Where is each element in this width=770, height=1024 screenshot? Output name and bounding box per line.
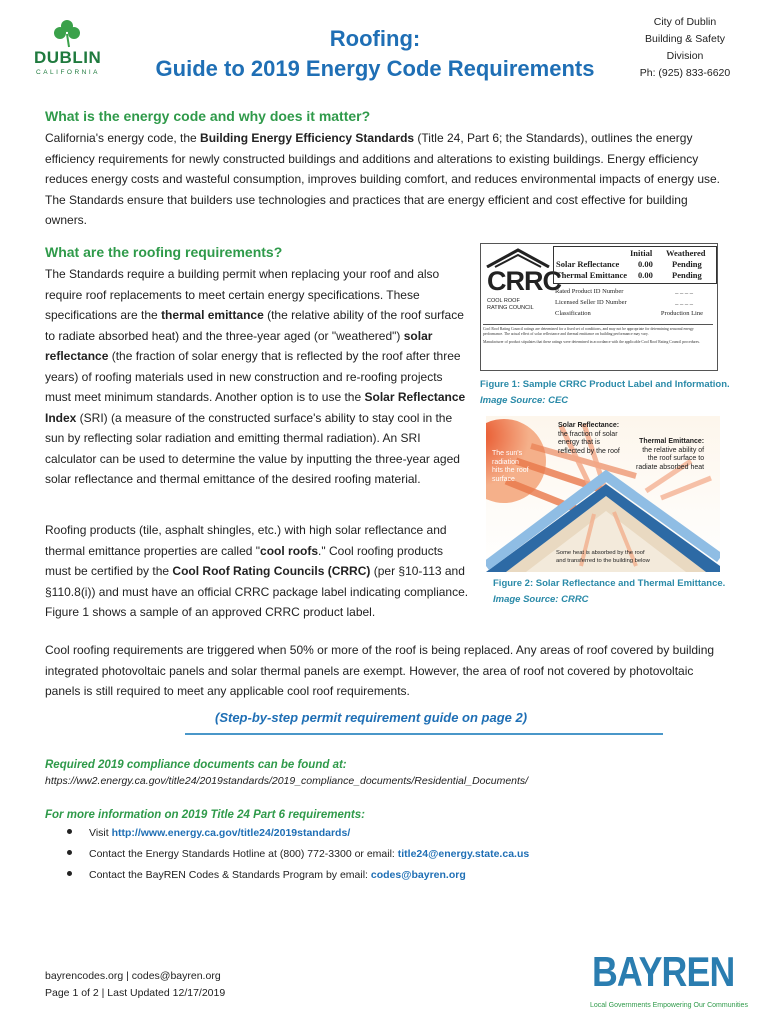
row-value: 0.00 <box>638 270 653 280</box>
field-value: _ _ _ _ <box>675 288 693 295</box>
note-line: reflected by the roof <box>558 447 620 455</box>
figure2-caption <box>493 576 753 608</box>
list-item <box>67 823 529 844</box>
solar-reflectance-diagram <box>486 416 720 572</box>
figure1-caption <box>480 377 750 409</box>
logo-word: DUBLIN <box>34 48 102 67</box>
crrc-logo-text: CRRC <box>487 266 561 296</box>
text: (SRI) (a measure of the constructed surface's ability to stay cool in the sun by reflecting solar radiation and emitting thermal radiation). An SRI calculator can be used to determine the value by inputting the three-year aged solar reflectance and thermal emittance of the desired roofing material. <box>45 410 460 486</box>
sun-note <box>492 450 529 484</box>
text: (the relative ability of the roof surface to radiate absorbed heat) and the three-year aged (or "weathered") <box>45 308 464 343</box>
energy-link[interactable]: http://www.energy.ca.gov/title24/2019standards/ <box>111 827 351 839</box>
text: ." Cool roofing products must be certified by the <box>45 543 444 578</box>
note-line: radiation <box>492 458 519 466</box>
docs-url[interactable]: https://ww2.energy.ca.gov/title24/2019standards/2019_compliance_documents/Residential_Documents/ <box>45 775 529 787</box>
bayren-logo <box>590 944 750 1016</box>
field-value: Production Line <box>660 310 703 317</box>
note-line: the fraction of solar <box>558 430 618 438</box>
list-item <box>67 865 529 886</box>
caption-text: Figure 1: Sample CRRC Product Label and Information. <box>480 379 730 390</box>
section2-paragraph-1 <box>45 264 470 490</box>
fine-print <box>483 324 713 346</box>
bold-text: solar reflectance <box>45 328 433 363</box>
dublin-logo <box>30 18 102 76</box>
logo-state: CALIFORNIA <box>36 69 101 76</box>
note-line: energy that is <box>558 439 601 446</box>
text: California's energy code, the <box>45 131 201 145</box>
text: (Title 24, Part 6; the Standards), outlines the energy efficiency requirements for newly constructed buildings and additions and alterations to existing buildings. Energy efficiency reduces energy costs and wasteful consumption, improves building comfort, and reduces environmental impacts of energy use. The Standards ensure that builders use technologies and practices that are energy efficient and cost effective for building owners. <box>45 131 721 227</box>
bayren-tagline: Local Governments Empowering Our Communities <box>590 1002 748 1009</box>
source-text: Image Source: CEC <box>480 395 569 406</box>
note-line: and transferred to the building below <box>556 557 650 564</box>
solar-reflectance-note <box>558 422 620 456</box>
footer-page-info: Page 1 of 2 | Last Updated 12/17/2019 <box>45 987 226 999</box>
note-line: hits the roof <box>492 467 529 474</box>
note-title: Solar Reflectance: <box>558 422 620 429</box>
footer-contact: bayrencodes.org | codes@bayren.org <box>45 970 221 982</box>
crrc-logo-sub: COOL ROOF <box>487 298 520 304</box>
city-contact <box>620 14 750 82</box>
hotline-email-link[interactable]: title24@energy.state.ca.us <box>397 848 530 860</box>
rating-table <box>553 246 717 284</box>
section1-heading: What is the energy code and why does it matter? <box>45 108 371 124</box>
source-text: Image Source: CRRC <box>493 594 589 605</box>
row-value: 0.00 <box>638 259 653 269</box>
page-title <box>120 24 630 84</box>
field-label: Rated Product ID Number <box>555 288 624 295</box>
section2-paragraph-3: Cool roofing requirements are triggered when 50% or more of the roof is being replaced. Any areas of roof covered by building integrated photovoltaic panels and solar thermal panels are exempt. However, the area of roof not covered by photovoltaic panels is still required to meet any applicable cool roof requirements. <box>45 643 715 698</box>
bold-text: Building Energy Efficiency Standards <box>200 131 415 145</box>
more-info-list <box>67 823 529 886</box>
fine-print-1: Cool Roof Rating Council ratings are determined for a fixed set of conditions, and may not be appropriate for determining seasonal energy performance. The actual effect of solar reflectance and thermal emittance on building performance may vary. <box>483 327 694 337</box>
note-line: Some heat is absorbed by the roof <box>556 550 645 556</box>
city-line: Ph: (925) 833-6620 <box>639 67 731 79</box>
row-value: Pending <box>672 259 702 269</box>
docs-heading: Required 2019 compliance documents can be found at: <box>45 759 347 771</box>
bullet-icon <box>67 829 72 834</box>
step-guide-note: (Step-by-step permit requirement guide on page 2) <box>215 710 528 725</box>
row-label: Thermal Emittance <box>556 270 628 280</box>
list-item <box>67 844 529 865</box>
caption-source <box>493 592 753 608</box>
bold-text: Cool Roof Rating Councils (CRRC) <box>172 564 371 578</box>
heat-note <box>556 550 650 565</box>
caption-source <box>480 393 750 409</box>
note-line: radiate absorbed heat <box>636 463 705 471</box>
city-line: City of Dublin <box>653 16 717 28</box>
fine-print-2: Manufacturer of product stipulates that these ratings were determined in accordance with the applicable Cool Roof Rating Council procedures. <box>483 340 700 345</box>
section1-paragraph <box>45 128 725 231</box>
note-title: Thermal Emittance: <box>639 438 705 445</box>
product-fields <box>555 286 713 319</box>
item-text: Contact the Energy Standards Hotline at (800) 772-3300 or email: <box>89 848 398 860</box>
section2-heading: What are the roofing requirements? <box>45 244 283 260</box>
col-weathered: Weathered <box>666 248 706 258</box>
row-value: Pending <box>672 270 702 280</box>
bayren-email-link[interactable]: codes@bayren.org <box>370 869 466 881</box>
footer <box>45 968 225 1002</box>
row-label: Solar Reflectance <box>556 259 620 269</box>
title-line-2: Guide to 2019 Energy Code Requirements <box>155 56 595 81</box>
crrc-logo-sub: RATING COUNCIL <box>487 305 534 311</box>
more-info-heading: For more information on 2019 Title 24 Part 6 requirements: <box>45 809 365 821</box>
city-line: Division <box>666 50 704 62</box>
section2-paragraph-2 <box>45 520 470 623</box>
bullet-icon <box>67 871 72 876</box>
text: (the fraction of solar energy that is reflected by the roof after three years) of roofing materials used in new construction and re-roofing projects must meet minimum standards. Another option is to use the <box>45 349 461 404</box>
city-line: Building & Safety <box>645 33 725 45</box>
caption-text: Figure 2: Solar Reflectance and Thermal Emittance. <box>493 578 726 589</box>
bold-text: Solar Reflectance Index <box>45 390 466 425</box>
note-line: The sun's <box>492 450 523 457</box>
bullet-icon <box>67 850 72 855</box>
text: (per §10-113 and §110.8(i)) and must have an official CRRC package label indicating compliance. Figure 1 shows a sample of an approved CRRC product label. <box>45 564 469 619</box>
divider <box>185 733 663 735</box>
bayren-logo-text: BAYREN <box>592 948 735 995</box>
crrc-product-label <box>480 243 718 371</box>
col-initial: Initial <box>630 248 653 258</box>
thermal-emittance-note <box>636 438 704 472</box>
note-line: the roof surface to <box>647 455 705 462</box>
title-line-1: Roofing: <box>329 26 421 51</box>
field-value: _ _ _ _ <box>675 299 693 306</box>
note-line: surface <box>492 475 515 483</box>
field-label: Licensed Seller ID Number <box>555 299 627 306</box>
house-roof-icon <box>485 248 551 268</box>
item-text: Visit <box>89 827 112 839</box>
shamrock-icon <box>52 18 82 48</box>
note-line: the relative ability of <box>642 446 705 454</box>
crrc-logo <box>485 248 561 312</box>
field-label: Classification <box>555 310 591 317</box>
bold-text: cool roofs <box>260 543 319 558</box>
text: Roofing products (tile, asphalt shingles, etc.) with high solar reflectance and thermal emittance properties are called " <box>45 523 447 558</box>
text: The Standards require a building permit when replacing your roof and also require roof replacements to meet certain energy specifications. These specifications are the <box>45 267 440 322</box>
bold-text: thermal emittance <box>161 308 264 322</box>
item-text: Contact the BayREN Codes & Standards Program by email: <box>89 869 371 881</box>
